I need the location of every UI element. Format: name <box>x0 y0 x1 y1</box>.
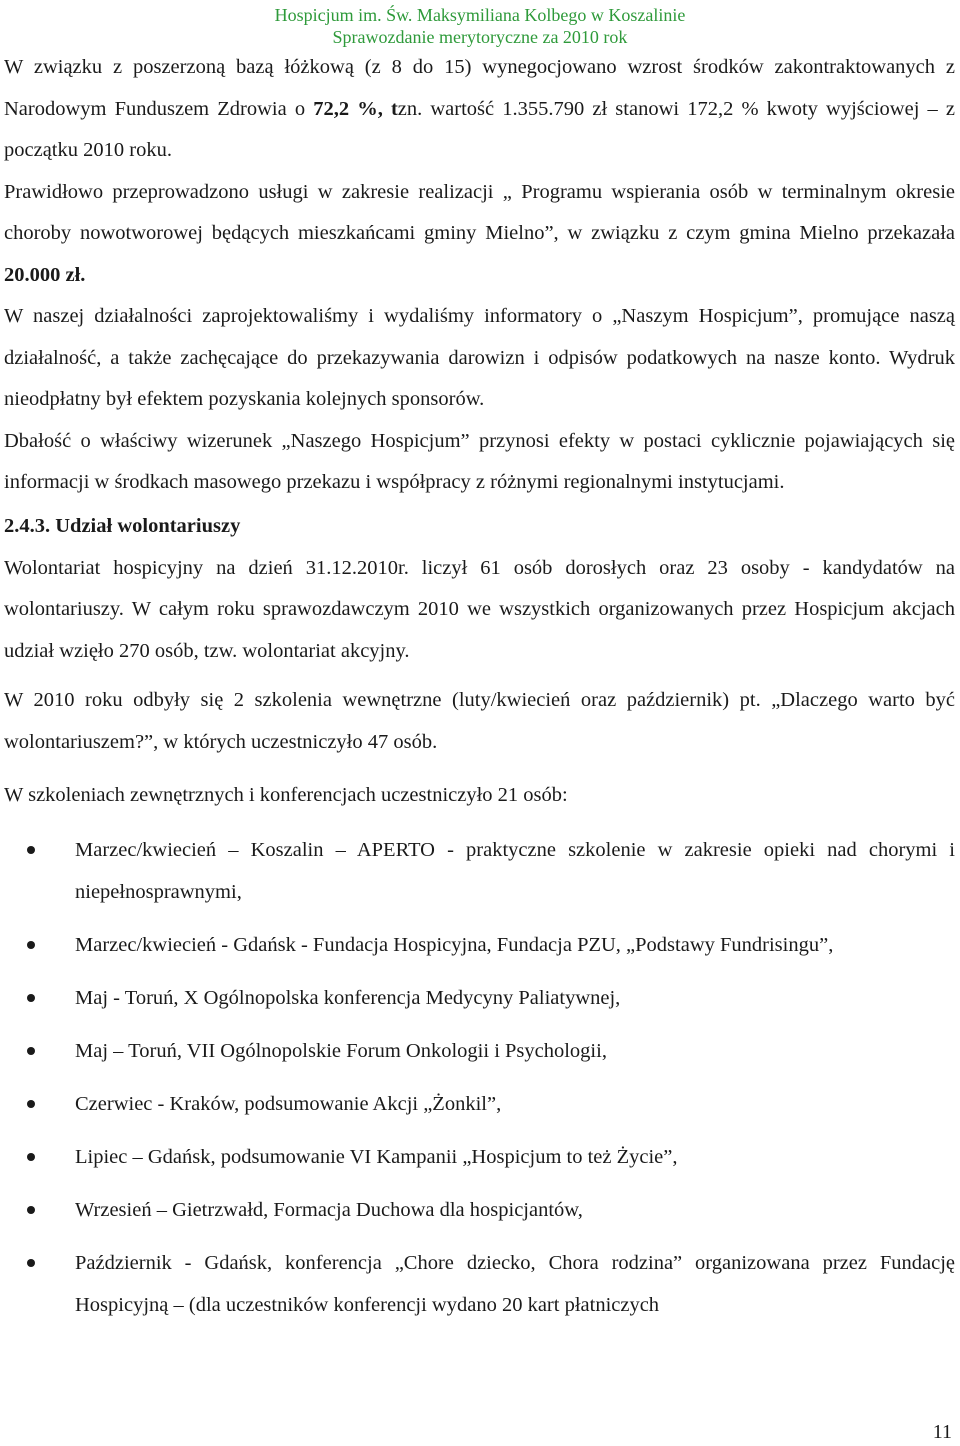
page-number: 11 <box>932 1421 952 1443</box>
list-item-text: Wrzesień – Gietrzwałd, Formacja Duchowa dla hospicjantów, <box>75 1198 583 1221</box>
page-header <box>0 4 960 48</box>
bullet-dot-icon <box>27 1259 35 1267</box>
document-body <box>4 47 955 1337</box>
paragraph-volunteers: Wolontariat hospicyjny na dzień 31.12.2010r. liczył 61 osób dorosłych oraz 23 osoby - kandydatów na wolontariuszy. W całym roku sprawozdawczym 2010 we wszystkich organizowanych przez Hospicjum akcjach udział wzięło 270 osób, tzw. wolontariat akcyjny. <box>4 556 955 662</box>
list-item-text: Maj - Toruń, X Ogólnopolska konferencja Medycyny Paliatywnej, <box>75 986 621 1009</box>
list-item <box>4 1136 955 1178</box>
list-item <box>4 1242 955 1326</box>
list-item <box>4 829 955 913</box>
list-item-text: Marzec/kwiecień - Gdańsk - Fundacja Hospicyjna, Fundacja PZU, „Podstawy Fundrisingu”, <box>75 933 834 956</box>
list-item <box>4 977 955 1019</box>
paragraph-contract <box>4 47 955 172</box>
list-item-text: Maj – Toruń, VII Ogólnopolskie Forum Onkologii i Psychologii, <box>75 1039 607 1062</box>
bullet-dot-icon <box>27 846 35 854</box>
paragraph-program-amount: 20.000 zł. <box>4 263 86 286</box>
paragraph-contract-text-b: zn. wartość 1.355.790 zł stanowi 172,2 % kwoty wyjściowej – z początku 2010 roku. <box>4 97 955 161</box>
list-item <box>4 1030 955 1072</box>
paragraph-program <box>4 172 955 297</box>
bullet-dot-icon <box>27 994 35 1002</box>
bullet-dot-icon <box>27 1047 35 1055</box>
list-item-text: Lipiec – Gdańsk, podsumowanie VI Kampanii „Hospicjum to też Życie”, <box>75 1145 678 1168</box>
list-item <box>4 1189 955 1231</box>
list-item-text: Czerwiec - Kraków, podsumowanie Akcji „Żonkil”, <box>75 1092 502 1115</box>
list-item <box>4 1083 955 1125</box>
header-title: Hospicjum im. Św. Maksymiliana Kolbego w Koszalinie <box>274 5 686 25</box>
paragraph-program-text: Prawidłowo przeprowadzono usługi w zakresie realizacji „ Programu wspierania osób w terminalnym okresie choroby nowotworowej będących mieszkańcami gminy Mielno”, w związku z czym gmina Mielno przekazała <box>4 180 955 244</box>
paragraph-contract-highlight: 72,2 %, t <box>313 97 398 120</box>
paragraph-informators: W naszej działalności zaprojektowaliśmy i wydaliśmy informatory o „Naszym Hospicjum”, promujące naszą działalność, a także zachęcające do przekazywania darowizn i odpisów podatkowych na nasze konto. Wydruk nieodpłatny był efektem pozyskania kolejnych sponsorów. <box>4 305 955 410</box>
bullet-dot-icon <box>27 1153 35 1161</box>
paragraph-image: Dbałość o właściwy wizerunek „Naszego Hospicjum” przynosi efekty w postaci cyklicznie pojawiających się informacji w środkach masowego przekazu i współpracy z różnymi regionalnymi instytucjami. <box>4 429 955 493</box>
section-heading: 2.4.3. Udział wolontariuszy <box>4 514 241 537</box>
bullet-dot-icon <box>27 1100 35 1108</box>
header-subtitle: Sprawozdanie merytoryczne za 2010 rok <box>332 27 628 47</box>
bullet-dot-icon <box>27 941 35 949</box>
list-item <box>4 924 955 966</box>
paragraph-contract-text-a: W związku z poszerzoną bazą łóżkową (z 8 do 15) wynegocjowano wzrost środków zakontraktowanych z Narodowym Funduszem Zdrowia o <box>4 56 955 120</box>
paragraph-internal-trainings: W 2010 roku odbyły się 2 szkolenia wewnętrzne (luty/kwiecień oraz październik) pt. „Dlaczego warto być wolontariuszem?”, w których uczestniczyło 47 osób. <box>4 689 955 753</box>
paragraph-external-trainings: W szkoleniach zewnętrznych i konferencjach uczestniczyło 21 osób: <box>4 784 568 806</box>
list-item-text: Marzec/kwiecień – Koszalin – APERTO - praktyczne szkolenie w zakresie opieki nad chorymi i niepełnosprawnymi, <box>75 838 955 903</box>
bullet-dot-icon <box>27 1206 35 1214</box>
list-item-text: Październik - Gdańsk, konferencja „Chore dziecko, Chora rodzina” organizowana przez Fundację Hospicyjną – (dla uczestników konferencji wydano 20 kart płatniczych <box>75 1251 955 1316</box>
training-list <box>4 829 955 1326</box>
